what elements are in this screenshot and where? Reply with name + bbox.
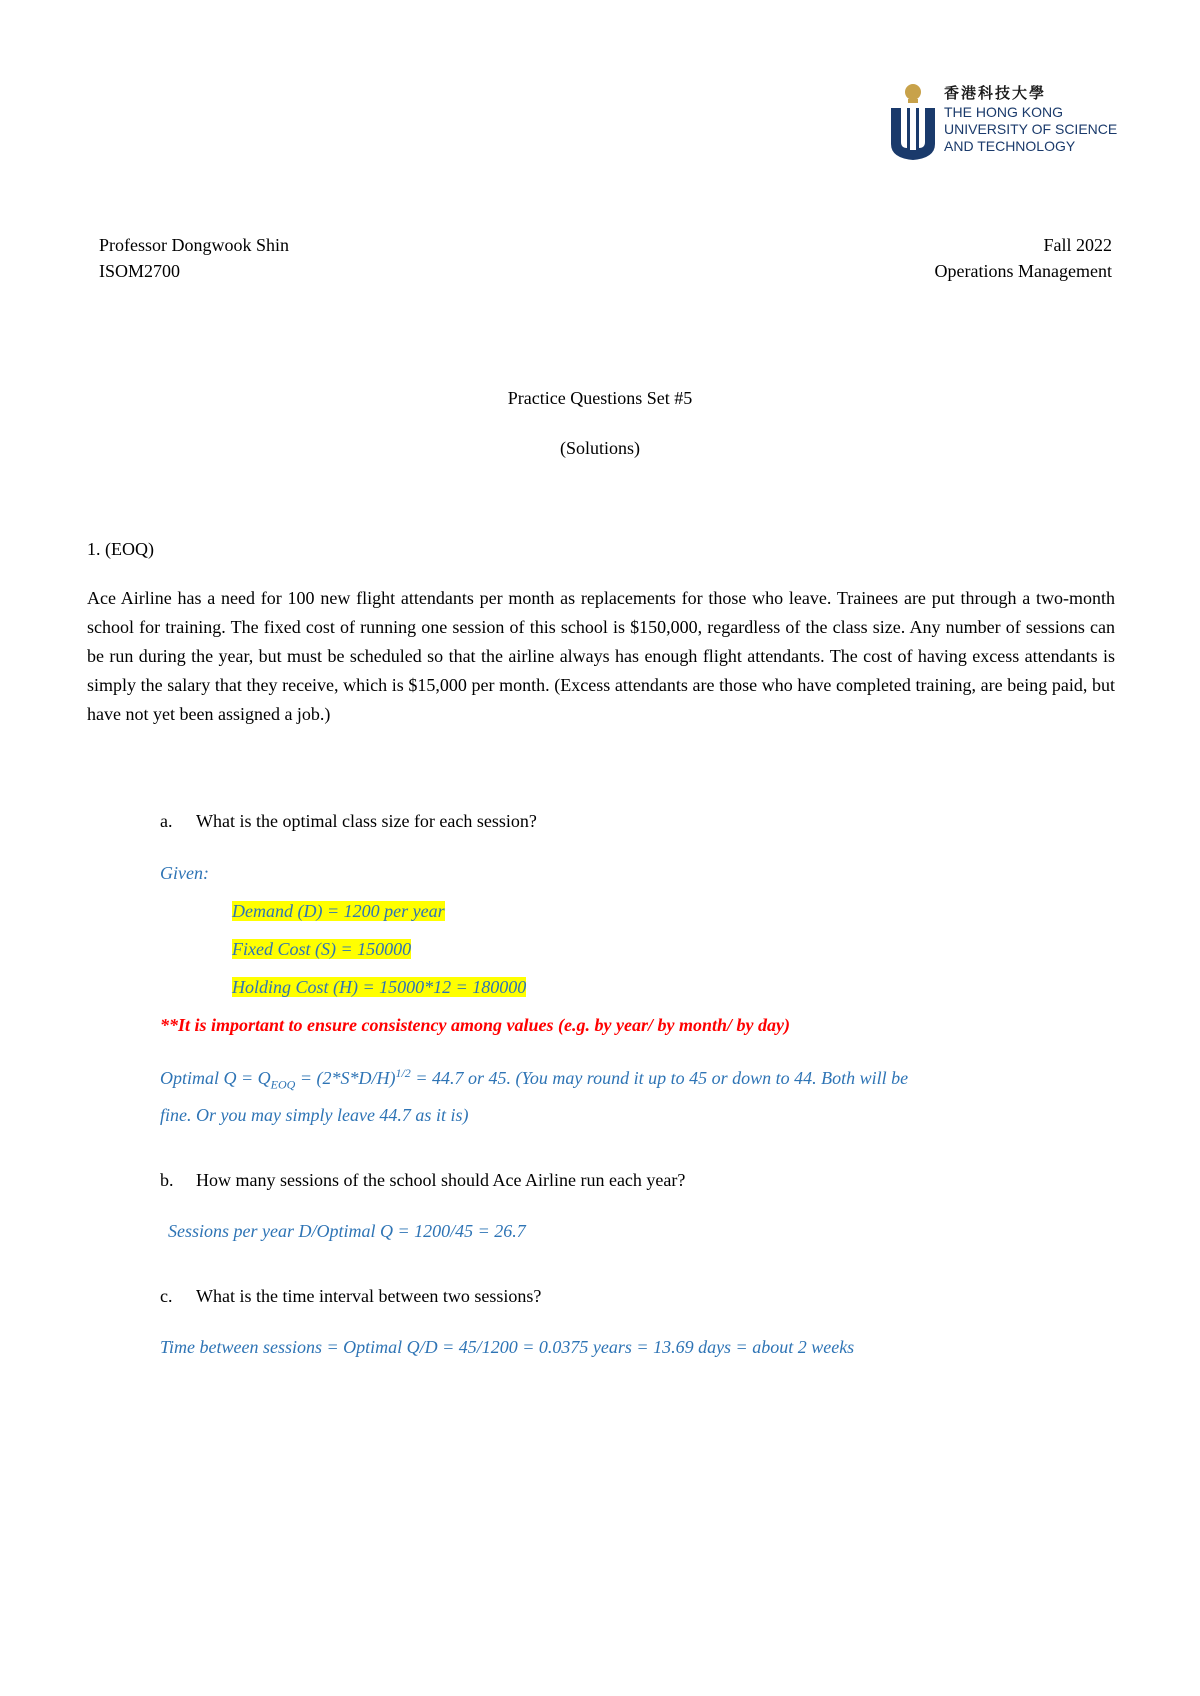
part-a-question xyxy=(160,811,537,832)
header-right xyxy=(935,232,1112,284)
fixed-cost-value: Fixed Cost (S) = 150000 xyxy=(232,939,412,959)
part-a-answer-line2: fine. Or you may simply leave 44.7 as it is) xyxy=(160,1105,469,1125)
answer-prefix: Optimal Q = Q xyxy=(160,1068,271,1088)
answer-sub: EOQ xyxy=(270,1077,296,1092)
term: Fall 2022 xyxy=(1043,235,1112,255)
professor-name: Professor Dongwook Shin xyxy=(99,235,290,255)
holding-cost-value: Holding Cost (H) = 15000*12 = 180000 xyxy=(232,977,527,997)
given-holding-cost xyxy=(232,977,526,998)
question-body: Ace Airline has a need for 100 new flight attendants per month as replacements for those who leave. Trainees are put through a two-month school for training. The fixed cost of running one session of this school is $150,000, regardless of the class size. Any number of sessions can be run during the year, but must be scheduled so that the airline always has enough flight attendants. The cost of having excess attendants is simply the salary that they receive, which is $15,000 per month. (Excess attendants are those who have completed training, are being paid, but have not yet been assigned a job.) xyxy=(87,588,1115,724)
given-label: Given: xyxy=(160,863,209,883)
logo-chinese-name: 香港科技大學 xyxy=(944,84,1047,102)
course-code: ISOM2700 xyxy=(99,261,181,281)
given-fixed-cost xyxy=(232,939,411,960)
part-c-answer: Time between sessions = Optimal Q/D = 45/1200 = 0.0375 years = 13.69 days = about 2 weeks xyxy=(160,1337,855,1357)
part-b-question xyxy=(160,1170,685,1191)
logo-line-2: UNIVERSITY OF SCIENCE xyxy=(944,121,1118,137)
course-name: Operations Management xyxy=(934,261,1112,281)
answer-formula: = (2*S*D/H) xyxy=(295,1068,396,1088)
header-left xyxy=(99,232,289,284)
demand-value: Demand (D) = 1200 per year xyxy=(232,901,445,921)
document-subtitle: (Solutions) xyxy=(559,438,640,458)
part-a-text: What is the optimal class size for each session? xyxy=(196,811,537,831)
part-b-answer: Sessions per year D/Optimal Q = 1200/45 = 26.7 xyxy=(168,1221,526,1241)
question-heading: 1. (EOQ) xyxy=(87,539,154,559)
part-a-answer-line1 xyxy=(160,1066,1120,1093)
hkust-emblem-icon xyxy=(888,82,938,162)
logo-english-name xyxy=(944,104,1117,155)
document-title: Practice Questions Set #5 xyxy=(507,388,693,408)
part-c-text: What is the time interval between two sessions? xyxy=(196,1286,542,1306)
part-c-label: c. xyxy=(160,1286,173,1306)
given-demand xyxy=(232,901,445,922)
part-b-text: How many sessions of the school should Ace Airline run each year? xyxy=(196,1170,686,1190)
hkust-logo xyxy=(888,82,1128,162)
answer-rest: = 44.7 or 45. (You may round it up to 45 or down to 44. Both will be xyxy=(410,1068,909,1088)
part-a-label: a. xyxy=(160,811,173,831)
logo-line-1: THE HONG KONG xyxy=(944,104,1064,120)
part-c-question xyxy=(160,1286,541,1307)
answer-exponent: 1/2 xyxy=(395,1066,411,1080)
consistency-note: **It is important to ensure consistency among values (e.g. by year/ by month/ by day) xyxy=(160,1015,790,1035)
part-b-label: b. xyxy=(160,1170,174,1190)
logo-line-3: AND TECHNOLOGY xyxy=(944,138,1076,154)
